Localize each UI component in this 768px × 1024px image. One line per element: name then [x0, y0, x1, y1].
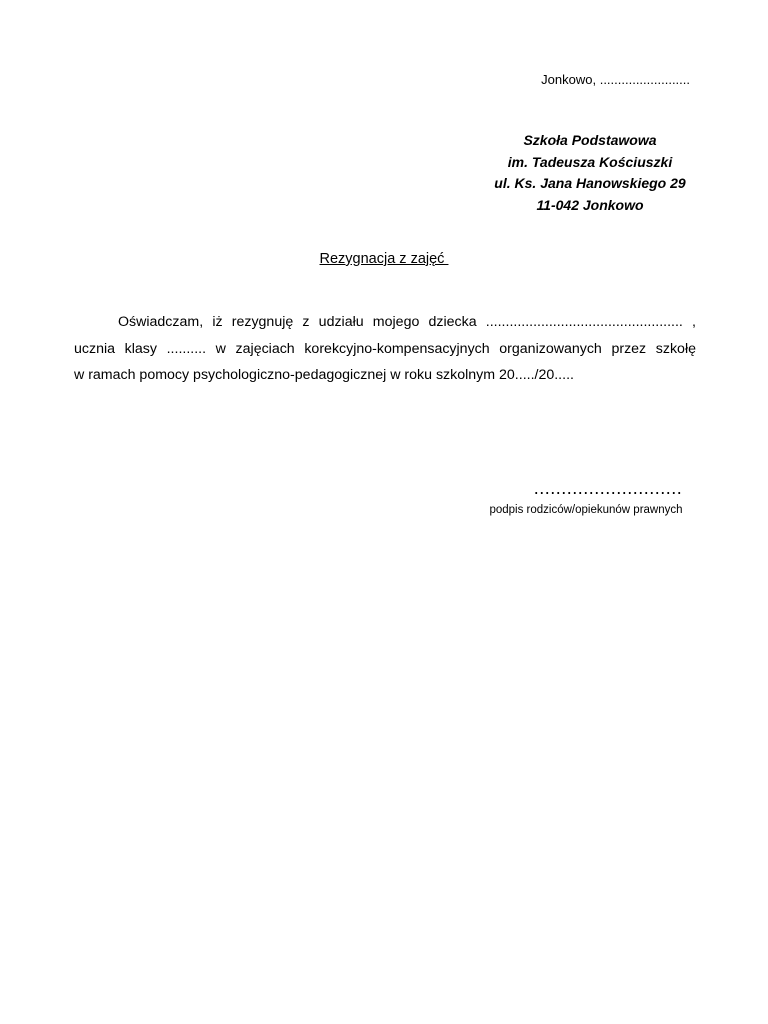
recipient-street: ul. Ks. Jana Hanowskiego 29	[494, 175, 686, 191]
document-title: Rezygnacja z zajęć	[319, 251, 449, 267]
recipient-postal-city: 11-042 Jonkowo	[536, 196, 644, 213]
place-date-line: Jonkowo, .........................	[541, 72, 690, 87]
signature-label: podpis rodziców/opiekunów prawnych	[489, 504, 683, 516]
body-line-3: w ramach pomocy psychologiczno-pedagogicznej w roku szkolnym 20...../20.....	[74, 367, 574, 383]
recipient-address	[470, 130, 710, 216]
signature-dotted-line: ...........................	[533, 478, 683, 498]
document-body	[74, 309, 696, 389]
recipient-school-patron: im. Tadeusza Kościuszki	[507, 153, 673, 170]
body-line-2: ucznia klasy .......... w zajęciach korekcyjno-kompensacyjnych organizowanych przez szkołę	[74, 340, 696, 357]
recipient-school-name: Szkoła Podstawowa	[523, 132, 657, 148]
body-line-1: Oświadczam, iż rezygnuję z udziału mojego dziecka .................................................. ,	[118, 314, 696, 330]
